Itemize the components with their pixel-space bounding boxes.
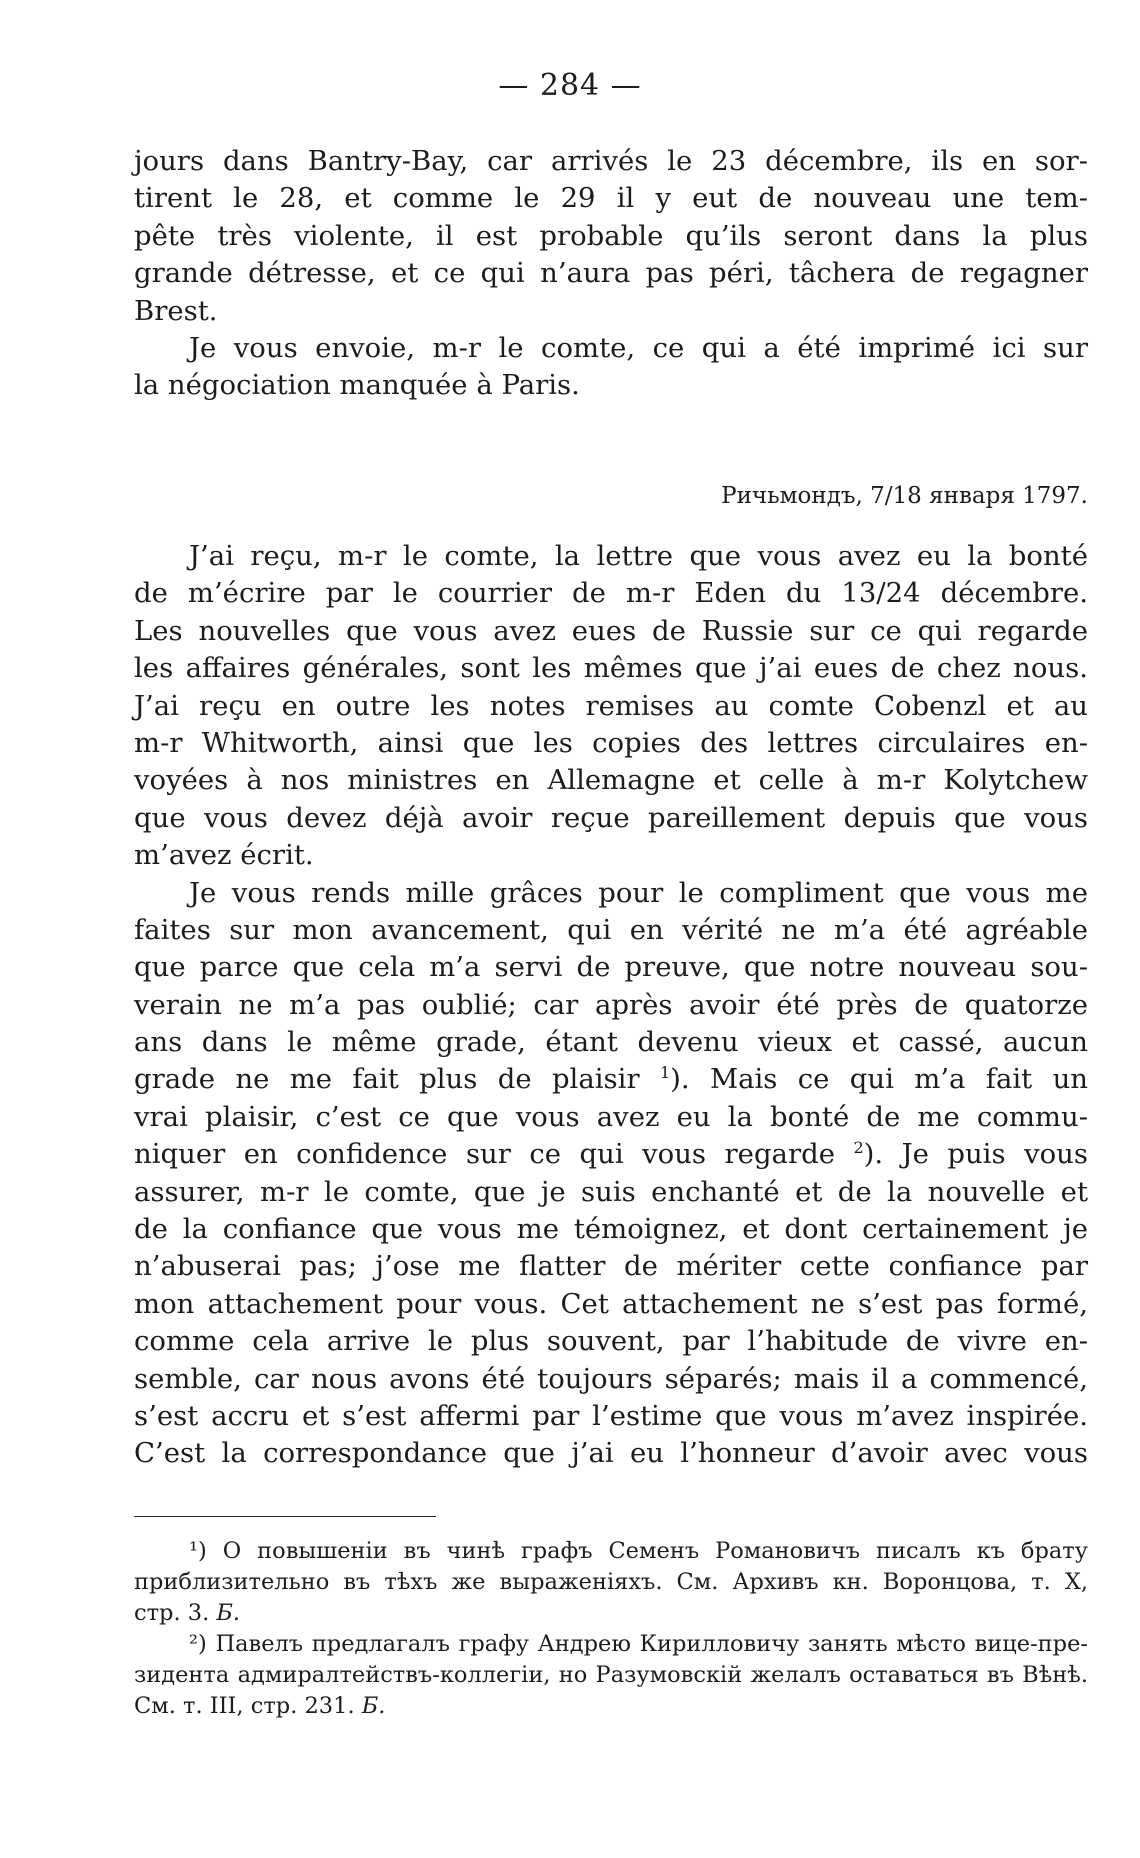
text-line: J’ai reçu, m-r le comte, la lettre que vous avez eu la bonté xyxy=(189,540,1088,572)
text-line: mon attachement pour vous. Cet attachement ne s’est pas formé, xyxy=(134,1287,1088,1320)
text-line: comme cela arrive le plus souvent, par l’habitude de vivre en- xyxy=(134,1325,1088,1358)
text-line: tirent le 28, et comme le 29 il y eut de nouveau une tem- xyxy=(134,182,1088,215)
text-line: que vous devez déjà avoir reçue pareillement depuis que vous xyxy=(134,801,1088,834)
text-line: Les nouvelles que vous avez eues de Russie sur ce qui regarde xyxy=(134,614,1088,647)
text-line: de m’écrire par le courrier de m-r Eden du 13/24 décembre. xyxy=(134,577,1088,610)
text-line: m’avez écrit. xyxy=(134,839,314,872)
page-number: — 284 — xyxy=(498,68,642,103)
footnote-ref-1: 1 xyxy=(659,1063,671,1083)
text-line: verain ne m’a pas oublié; car après avoir été près de quatorze xyxy=(134,988,1088,1021)
footnote-author-initial: Б. xyxy=(361,1693,386,1719)
footnote-1 xyxy=(134,1536,1088,1567)
text-line: pête très violente, il est probable qu’ils seront dans la plus xyxy=(134,219,1088,252)
text-line-with-footnote-ref xyxy=(134,1136,1088,1173)
footnote-line xyxy=(134,1691,1088,1722)
text-line: n’abuserai pas; j’ose me flatter de mériter cette confiance par xyxy=(134,1250,1088,1283)
footnote-line: приблизительно въ тѣхъ же выраженіяхъ. См. Архивъ кн. Воронцова, т. X, xyxy=(134,1569,1088,1595)
text-line: semble, car nous avons été toujours séparés; mais il a commencé, xyxy=(134,1362,1088,1395)
text-line: C’est la correspondance que j’ai eu l’honneur d’avoir avec vous xyxy=(134,1437,1088,1470)
footnote-line: зидента адмиралтействъ-коллегіи, но Разумовскій желалъ оставаться въ Вѣнѣ. xyxy=(134,1662,1088,1688)
text-line: vrai plaisir, c’est ce que vous avez eu la bonté de me commu- xyxy=(134,1100,1088,1133)
text-line: jours dans Bantry-Bay, car arrivés le 23 décembre, ils en sor- xyxy=(134,145,1088,177)
text-line-with-footnote-ref xyxy=(134,1061,1088,1098)
text-line: m-r Whitworth, ainsi que les copies des lettres circulaires en- xyxy=(134,726,1088,759)
text-segment: niquer en confidence sur ce qui vous regarde xyxy=(134,1138,854,1171)
text-line: faites sur mon avancement, qui en vérité ne m’a été agréable xyxy=(134,913,1088,946)
text-line: les affaires générales, sont les mêmes que j’ai eues de chez nous. xyxy=(134,652,1088,685)
footnote-mark: ¹) xyxy=(189,1538,207,1564)
text-segment: grade ne me fait plus de plaisir xyxy=(134,1063,660,1096)
footnote-text: См. т. III, стр. 231. xyxy=(134,1693,362,1719)
text-line: Brest. xyxy=(134,294,218,327)
footnote-text: стр. 3. xyxy=(134,1600,217,1626)
text-line: de la confiance que vous me témoignez, et dont certainement je xyxy=(134,1213,1088,1246)
letter-body xyxy=(134,538,1088,1473)
footnote-ref-2: 2 xyxy=(853,1138,864,1158)
text-line: s’est accru et s’est affermi par l’estime que vous m’avez inspirée. xyxy=(134,1399,1088,1432)
text-line: voyées à nos ministres en Allemagne et celle à m-r Kolytchew xyxy=(134,764,1088,797)
opening-text xyxy=(134,143,1088,405)
footnote-line xyxy=(134,1598,1088,1629)
text-segment: ). Mais ce qui m’a fait un xyxy=(670,1063,1088,1096)
text-line: assurer, m-r le comte, que je suis enchanté et de la nouvelle et xyxy=(134,1175,1088,1208)
footnote-author-initial: Б. xyxy=(216,1600,241,1626)
text-segment: ). Je puis vous xyxy=(863,1138,1088,1171)
footnotes xyxy=(134,1536,1088,1722)
letter-dateline: Ричьмондъ, 7/18 января 1797. xyxy=(721,483,1088,509)
text-line: la négociation manquée à Paris. xyxy=(134,369,580,402)
footnote-text: О повышеніи въ чинѣ графъ Семенъ Романовичъ писалъ къ брату xyxy=(206,1538,1088,1564)
text-line: Je vous envoie, m-r le comte, ce qui a été imprimé ici sur xyxy=(189,331,1088,364)
footnote-2 xyxy=(134,1629,1088,1660)
footnote-mark: ²) xyxy=(189,1631,207,1657)
footnote-divider xyxy=(134,1516,436,1517)
text-line: ans dans le même grade, étant devenu vieux et cassé, aucun xyxy=(134,1026,1088,1059)
text-line: Je vous rends mille grâces pour le compliment que vous me xyxy=(189,876,1088,909)
footnote-text: Павелъ предлагалъ графу Андрею Кирилловичу занять мѣсто вице-пре- xyxy=(206,1631,1088,1657)
text-line: grande détresse, et ce qui n’aura pas péri, tâchera de regagner xyxy=(134,257,1088,290)
text-line: J’ai reçu en outre les notes remises au comte Cobenzl et au xyxy=(134,689,1088,722)
text-line: que parce que cela m’a servi de preuve, que notre nouveau sou- xyxy=(134,951,1088,984)
